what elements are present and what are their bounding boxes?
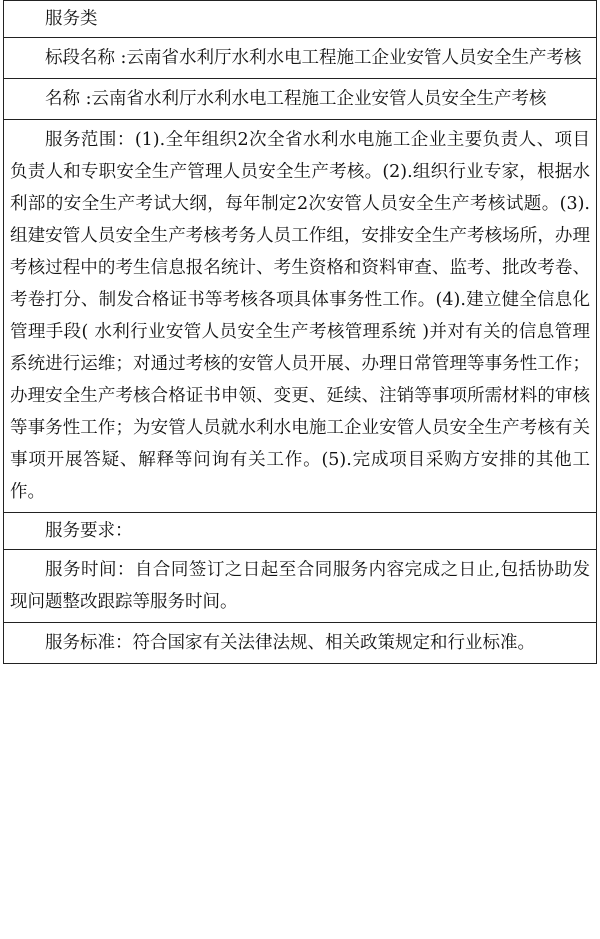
service-standard-row: 服务标准：符合国家有关法律法规、相关政策规定和行业标准。 (3, 623, 597, 664)
service-requirements-row: 服务要求： (3, 513, 597, 550)
service-scope-row: 服务范围：(1).全年组织2次全省水利水电施工企业主要负责人、项目负责人和专职安全生产管理人员安全生产考核。(2).组织行业专家，根据水利部的安全生产考试大纲，每年制定2次安管人员安全生产考核试题。(3).组建安管人员安全生产考核考务人员工作组，安排安全生产考核场所，办理考核过程中的考生信息报名统计、考生资格和资料审查、监考、批改考卷、考卷打分、制发合格证书等考核各项具体事务性工作。(4).建立健全信息化管理手段( 水利行业安管人员安全生产考核管理系统 )并对有关的信息管理系统进行运维；对通过考核的安管人员开展、办理日常管理等事务性工作；办理安全生产考核合格证书申领、变更、延续、注销等事项所需材料的审核等事务性工作；为安管人员就水利水电施工企业安管人员安全生产考核有关事项开展答疑、解释等问询有关工作。(5).完成项目采购方安排的其他工作。 (3, 120, 597, 513)
project-name-row: 名称 :云南省水利厅水利水电工程施工企业安管人员安全生产考核 (3, 79, 597, 120)
document-table (3, 0, 597, 664)
service-category-row: 服务类 (3, 0, 597, 38)
section-name-row: 标段名称 :云南省水利厅水利水电工程施工企业安管人员安全生产考核 (3, 38, 597, 79)
service-time-row: 服务时间：自合同签订之日起至合同服务内容完成之日止,包括协助发现问题整改跟踪等服务时间。 (3, 550, 597, 623)
